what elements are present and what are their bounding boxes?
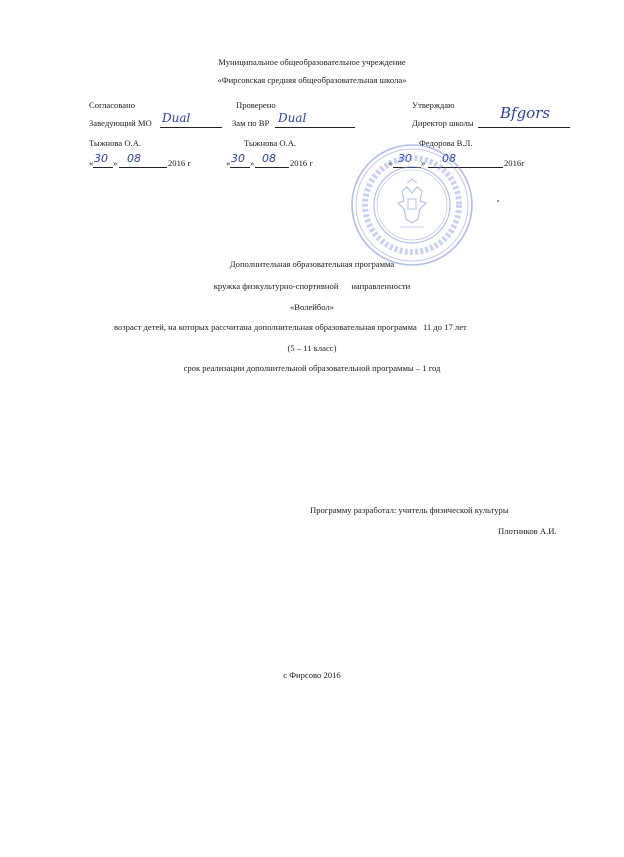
program-term: срок реализации дополнительной образовательной программы – 1 год (183, 363, 441, 373)
approved-date-day: 30 (398, 152, 412, 165)
agreed-signature-line (160, 127, 222, 128)
approved-date-year: 2016г (504, 158, 525, 168)
agreed-signature-icon: Dual (162, 111, 191, 125)
checked-date-month-line (255, 167, 289, 168)
program-age-label: возраст детей, на которых рассчитана дополнительная образовательная программа (114, 322, 417, 332)
agreed-date-day: 30 (94, 152, 108, 165)
approved-signature-line (478, 127, 570, 128)
school-seal-icon (350, 143, 474, 267)
school-name: «Фирсовская средняя общеобразовательная школа» (217, 75, 407, 85)
agreed-date-year: 2016 г (168, 158, 191, 168)
institution-type: Муниципальное общеобразовательное учреждение (218, 57, 406, 67)
approved-heading: Утверждаю (412, 100, 455, 110)
agreed-position: Заведующий МО (89, 118, 152, 128)
program-circle: кружка физкультурно-спортивной направленности (213, 281, 411, 291)
author-line: Программу разработал: учитель физической культуры (310, 505, 509, 515)
agreed-date-month: 08 (127, 152, 141, 165)
agreed-name: Тыжнова О.А. (89, 138, 142, 148)
agreed-heading: Согласовано (89, 100, 135, 110)
checked-date-year: 2016 г (290, 158, 313, 168)
agreed-date-open: « (89, 158, 94, 168)
agreed-date-mid: » (113, 158, 118, 168)
program-grades: (5 – 11 класс) (287, 343, 337, 353)
author-name: Плотников А.И. (498, 526, 557, 536)
checked-date-month: 08 (262, 152, 276, 165)
program-age (114, 322, 467, 333)
approved-name: Федорова В.Л. (419, 138, 473, 148)
approved-date-mid: » (421, 158, 426, 168)
checked-signature-icon: Dual (278, 111, 307, 125)
scan-speck (497, 200, 499, 202)
checked-date-open: « (226, 158, 231, 168)
checked-date-mid: » (250, 158, 255, 168)
agreed-date-month-line (119, 167, 167, 168)
checked-date-day-line (230, 167, 250, 168)
program-name: «Волейбол» (289, 302, 335, 312)
program-age-range: 11 до 17 лет (422, 322, 467, 332)
checked-name: Тыжнова О.А. (244, 138, 297, 148)
approved-position: Директор школы (412, 118, 474, 128)
approved-signature-icon: Bfgors (500, 104, 551, 122)
checked-position: Зам по ВР (232, 118, 270, 128)
checked-heading: Проверено (236, 100, 276, 110)
place-year: с Фирсово 2016 (283, 670, 341, 680)
agreed-date-day-line (93, 167, 113, 168)
approved-date-month: 08 (442, 152, 456, 165)
program-title: Дополнительная образовательная программа (229, 259, 395, 269)
approved-date-open: « (388, 158, 393, 168)
checked-date-day: 30 (231, 152, 245, 165)
checked-signature-line (275, 127, 355, 128)
